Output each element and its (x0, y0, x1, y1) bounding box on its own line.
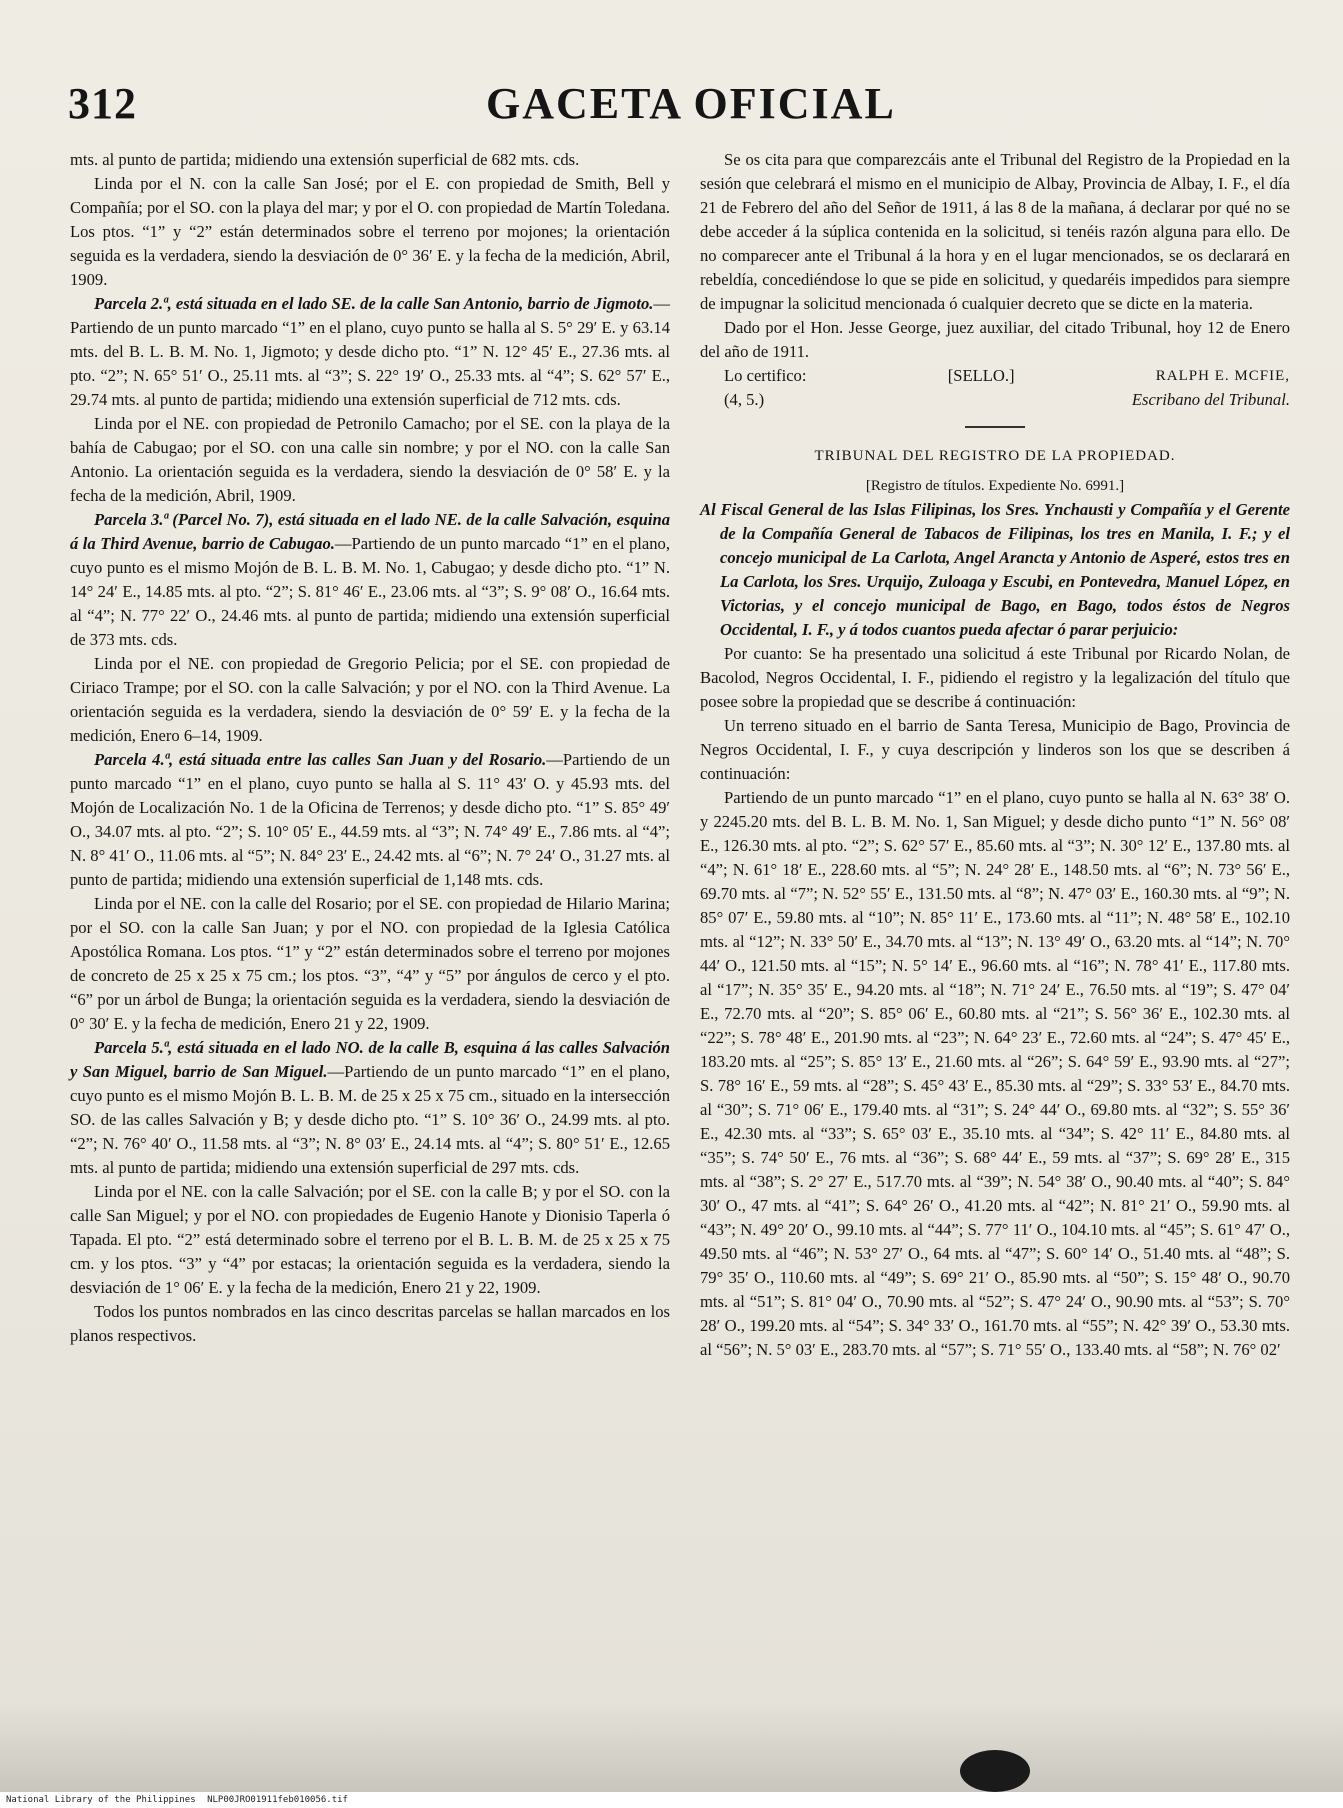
section-divider (965, 426, 1025, 428)
parcel-paragraph (70, 1036, 670, 1180)
gazette-title: GACETA OFICIAL (486, 79, 896, 128)
paragraph: mts. al punto de partida; midiendo una extensión superficial de 682 mts. cds. (70, 150, 580, 169)
scan-footer (0, 1792, 1343, 1808)
parcel-body: —Partiendo de un punto marcado “1” en el plano, cuyo punto se halla al S. 5° 29′ E. y 63.14 mts. del B. L. B. M. No. 1, Jigmoto; y desde dicho pto. “1” N. 12° 45′ E., 27.36 mts. al pto. “2”; N. 65° 51′ O., 25.11 mts. al “3”; S. 22° 19′ O., 25.33 mts. al “4”; S. 62° 57′ E., 29.74 mts. al punto de partida; midiendo una extensión superficial de 712 mts. cds. (70, 294, 670, 409)
parcel-heading: Parcela 3.ª (Parcel No. 7), está situada en el lado NE. de la calle Salvación, esquina á la Third Avenue, barrio de Cabugao. (70, 510, 670, 553)
parcel-body: —Partiendo de un punto marcado “1” en el plano, cuyo punto es el mismo Mojón B. L. B. M. de 25 x 25 x 75 cm., situado en la intersección SO. de las calles Salvación y B; y desde dicho pto. “1” S. 10° 36′ O., 24.99 mts. al pto. “2”; N. 76° 40′ O., 11.58 mts. al “3”; N. 8° 03′ E., 24.14 mts. al “4”; S. 80° 51′ E., 12.65 mts. al punto de partida; midiendo una extensión superficial de 297 mts. cds. (70, 1062, 671, 1177)
page-number: 312 (68, 79, 137, 128)
case-heading: [Registro de títulos. Expediente No. 6991.] (865, 478, 1125, 494)
signature-line (700, 364, 1290, 388)
court-heading: TRIBUNAL DEL REGISTRO DE LA PROPIEDAD. (814, 448, 1176, 464)
paragraph: Linda por el NE. con propiedad de Petronilo Camacho; por el SE. con la playa de la bahía de Cabugao; por el SO. con una calle sin nombre; y por el NO. con la calle San Antonio. La orientación seguida es la verdadera, siendo la desviación de 0° 58′ E. y la fecha de la medición, Abril, 1909. (70, 414, 670, 505)
paragraph: Linda por el NE. con la calle del Rosario; por el SE. con propiedad de Hilario Marina; por el SO. con la calle San Juan; y por el NO. con propiedad de la Iglesia Católica Apostólica Romana. Los ptos. “1” y “2” están determinados sobre el terreno por mojones de concreto de 25 x 25 x 75 cm.; los ptos. “3”, “4” y “5” por ángulos de cerco y el pto. “6” por un árbol de Bunga; la orientación seguida es la verdadera, siendo la desviación de 0° 30′ E. y la fecha de medición, Enero 21 y 22, 1909. (70, 894, 670, 1033)
paragraph: Se os cita para que comparezcáis ante el Tribunal del Registro de la Propiedad en la sesión que celebrará el mismo en el municipio de Albay, Provincia de Albay, I. F., el día 21 de Febrero del año del Señor de 1911, á las 8 de la mañana, á declarar por qué no se debe acceder á la súplica contenida en la solicitud, si tenéis razón alguna para ello. De no comparecer ante el Tribunal á la hora y en el lugar mencionados, se os declarará en rebeldía, concediéndose lo que se pide en solicitud, y quedaréis impedidos para siempre de impugnar la solicitud mencionada ó cualquier decreto que se dicte en la materia. (700, 150, 1290, 313)
reference-number: (4, 5.) (724, 390, 765, 409)
parcel-body: —Partiendo de un punto marcado “1” en el plano, cuyo punto es el mismo Mojón de B. L. B. M. No. 1, Cabugao; y desde dicho pto. “1” N. 14° 24′ E., 14.85 mts. al pto. “2”; S. 81° 46′ E., 23.06 mts. al “3”; S. 9° 08′ O., 16.64 mts. al “4”; N. 77° 22′ O., 24.46 mts. al punto de partida; midiendo una extensión superficial de 373 mts. cds. (70, 534, 670, 649)
parcel-heading: Parcela 5.ª, está situada en el lado NO. de la calle B, esquina á las calles Salvación y San Miguel, barrio de San Miguel. (70, 1038, 670, 1081)
parcel-paragraph (70, 292, 670, 412)
library-name: National Library of the Philippines (6, 1795, 196, 1805)
scan-shadow (0, 1700, 1343, 1792)
right-column (700, 148, 1290, 1362)
paragraph: Linda por el NE. con propiedad de Gregorio Pelicia; por el SE. con propiedad de Ciriaco Trampe; por el SO. con la calle Salvación; y por el NO. con la Third Avenue. La orientación seguida es la verdadera, siendo la desviación de 0° 59′ E. y la fecha de la medición, Enero 6–14, 1909. (70, 654, 670, 745)
signatory-name: RALPH E. MCFIE, (1155, 368, 1290, 384)
scan-filename: NLP00JRO01911feb010056.tif (207, 1795, 348, 1805)
paragraph: Linda por el N. con la calle San José; por el E. con propiedad de Smith, Bell y Compañía; por el SO. con la playa del mar; y por el O. con propiedad de Martín Toledana. Los ptos. “1” y “2” están determinados sobre el terreno por mojones; la orientación seguida es la verdadera, siendo la desviación de 0° 36′ E. y la fecha de la medición, Abril, 1909. (70, 174, 670, 289)
signatory-title: Escribano del Tribunal. (1131, 390, 1290, 409)
paragraph: Un terreno situado en el barrio de Santa Teresa, Municipio de Bago, Provincia de Negros Occidental, I. F., y cuya descripción y linderos son los que se describen á continuación: (700, 716, 1290, 783)
parcel-heading: Parcela 2.ª, está situada en el lado SE. de la calle San Antonio, barrio de Jigmoto. (94, 294, 654, 313)
parcel-paragraph (70, 748, 670, 892)
parcel-body: —Partiendo de un punto marcado “1” en el plano, cuyo punto se halla al S. 11° 43′ O. y 45.93 mts. del Mojón de Localización No. 1 de la Oficina de Terrenos; y desde dicho pto. “1” S. 85° 49′ O., 34.07 mts. al pto. “2”; S. 10° 05′ E., 44.59 mts. al “3”; N. 74° 49′ E., 7.86 mts. al “4”; N. 8° 41′ O., 11.06 mts. al “5”; N. 84° 23′ E., 24.42 mts. al “6”; N. 7° 24′ O., 31.27 mts. al punto de partida; midiendo una extensión superficial de 1,148 mts. cds. (70, 750, 670, 889)
parcel-heading: Parcela 4.ª, está situada entre las calles San Juan y del Rosario. (94, 750, 547, 769)
left-column (70, 148, 670, 1348)
certify-label: Lo certifico: (724, 366, 807, 385)
parcel-paragraph (70, 508, 670, 652)
paragraph: Partiendo de un punto marcado “1” en el plano, cuyo punto se halla al N. 63° 38′ O. y 2245.20 mts. del B. L. B. M. No. 1, San Miguel; y desde dicho punto “1” N. 56° 08′ E., 126.30 mts. al pto. “2”; S. 62° 57′ E., 85.60 mts. al “3”; N. 30° 12′ E., 137.80 mts. al “4”; N. 61° 18′ E., 228.60 mts. al “5”; N. 24° 28′ E., 148.50 mts. al “6”; N. 73° 56′ E., 69.70 mts. al “7”; N. 52° 55′ E., 131.50 mts. al “8”; N. 47° 03′ E., 160.30 mts. al “9”; N. 85° 07′ E., 59.80 mts. al “10”; N. 85° 11′ E., 173.60 mts. al “11”; N. 48° 58′ E., 102.10 mts. al “12”; N. 33° 50′ E., 34.70 mts. al “13”; N. 13° 49′ O., 63.20 mts. al “14”; N. 70° 44′ O., 121.50 mts. al “15”; N. 5° 14′ E., 96.60 mts. al “16”; N. 78° 41′ E., 117.80 mts. al “17”; N. 35° 35′ E., 94.20 mts. al “18”; N. 71° 24′ E., 76.50 mts. al “19”; S. 47° 04′ E., 72.70 mts. al “20”; S. 85° 06′ E., 60.80 mts. al “21”; S. 56° 36′ E., 102.30 mts. al “22”; S. 78° 48′ E., 201.90 mts. al “23”; N. 64° 23′ E., 72.60 mts. al “24”; S. 47° 45′ E., 183.20 mts. al “25”; S. 85° 13′ E., 21.60 mts. al “26”; S. 64° 59′ E., 93.90 mts. al “27”; S. 78° 16′ E., 59 mts. al “28”; S. 45° 43′ E., 85.30 mts. al “29”; S. 33° 53′ E., 84.70 mts. al “30”; S. 71° 06′ E., 179.40 mts. al “31”; S. 24° 44′ O., 69.80 mts. al “32”; S. 55° 36′ E., 42.30 mts. al “33”; S. 65° 03′ E., 35.10 mts. al “34”; S. 42° 11′ E., 84.80 mts. al “35”; S. 74° 50′ E., 76 mts. al “36”; S. 68° 44′ E., 59 mts. al “37”; S. 69° 28′ E., 315 mts. al “38”; S. 2° 27′ E., 517.70 mts. al “39”; N. 54° 38′ O., 90.40 mts. al “40”; S. 84° 30′ O., 47 mts. al “41”; S. 64° 26′ O., 41.20 mts. al “42”; N. 81° 21′ O., 59.90 mts. al “43”; N. 49° 20′ O., 99.10 mts. al “44”; S. 77° 11′ O., 104.10 mts. al “45”; S. 61° 47′ O., 49.50 mts. al “46”; N. 53° 27′ O., 64 mts. al “47”; S. 60° 14′ O., 51.40 mts. al “48”; S. 79° 35′ O., 110.60 mts. al “49”; S. 69° 21′ O., 85.90 mts. al “50”; S. 15° 48′ O., 90.70 mts. al “51”; S. 81° 04′ O., 70.90 mts. al “52”; S. 47° 24′ O., 90.90 mts. al “53”; S. 70° 28′ O., 199.20 mts. al “54”; S. 34° 33′ O., 161.70 mts. al “55”; N. 42° 39′ O., 53.30 mts. al “56”; N. 5° 03′ E., 283.70 mts. al “57”; S. 71° 55′ O., 133.40 mts. al “58”; N. 76° 02′ (700, 788, 1290, 1359)
paragraph: Dado por el Hon. Jesse George, juez auxiliar, del citado Tribunal, hoy 12 de Enero del año de 1911. (700, 318, 1290, 361)
scan-hole (960, 1750, 1030, 1792)
addressee: Al Fiscal General de las Islas Filipinas, los Sres. Ynchausti y Compañía y el Gerente de la Compañía General de Tabacos de Filipinas, los tres en Manila, I. F.; y el concejo municipal de La Carlota, Angel Arancta y Antonio de Asperé, estos tres en La Carlota, los Sres. Urquijo, Zuloaga y Escubi, en Pontevedra, Manuel López, en Victorias, y el concejo municipal de Bago, en Bago, todos éstos de Negros Occidental, I. F., y á todos cuantos pueda afectar ó parar perjuicio: (700, 500, 1290, 639)
seal-label: [SELLO.] (947, 366, 1015, 385)
paragraph: Linda por el NE. con la calle Salvación; por el SE. con la calle B; y por el SO. con la calle San Miguel; y por el NO. con propiedades de Eugenio Hanote y Dionisio Taperla ó Tapada. El pto. “2” está determinado sobre el terreno por el B. L. B. M. de 25 x 25 x 75 cm. y los ptos. “3” y “4” por estacas; la orientación seguida es la verdadera, siendo la desviación de 1° 06′ E. y la fecha de la medición, Enero 21 y 22, 1909. (70, 1182, 670, 1297)
paragraph: Por cuanto: Se ha presentado una solicitud á este Tribunal por Ricardo Nolan, de Bacolod, Negros Occidental, I. F., pidiendo el registro y la legalización del título que posee sobre la propiedad que se describe á continuación: (700, 644, 1290, 711)
signature-line-2 (700, 388, 1290, 412)
paragraph: Todos los puntos nombrados en las cinco descritas parcelas se hallan marcados en los planos respectivos. (70, 1302, 670, 1345)
page-header (68, 78, 1288, 130)
